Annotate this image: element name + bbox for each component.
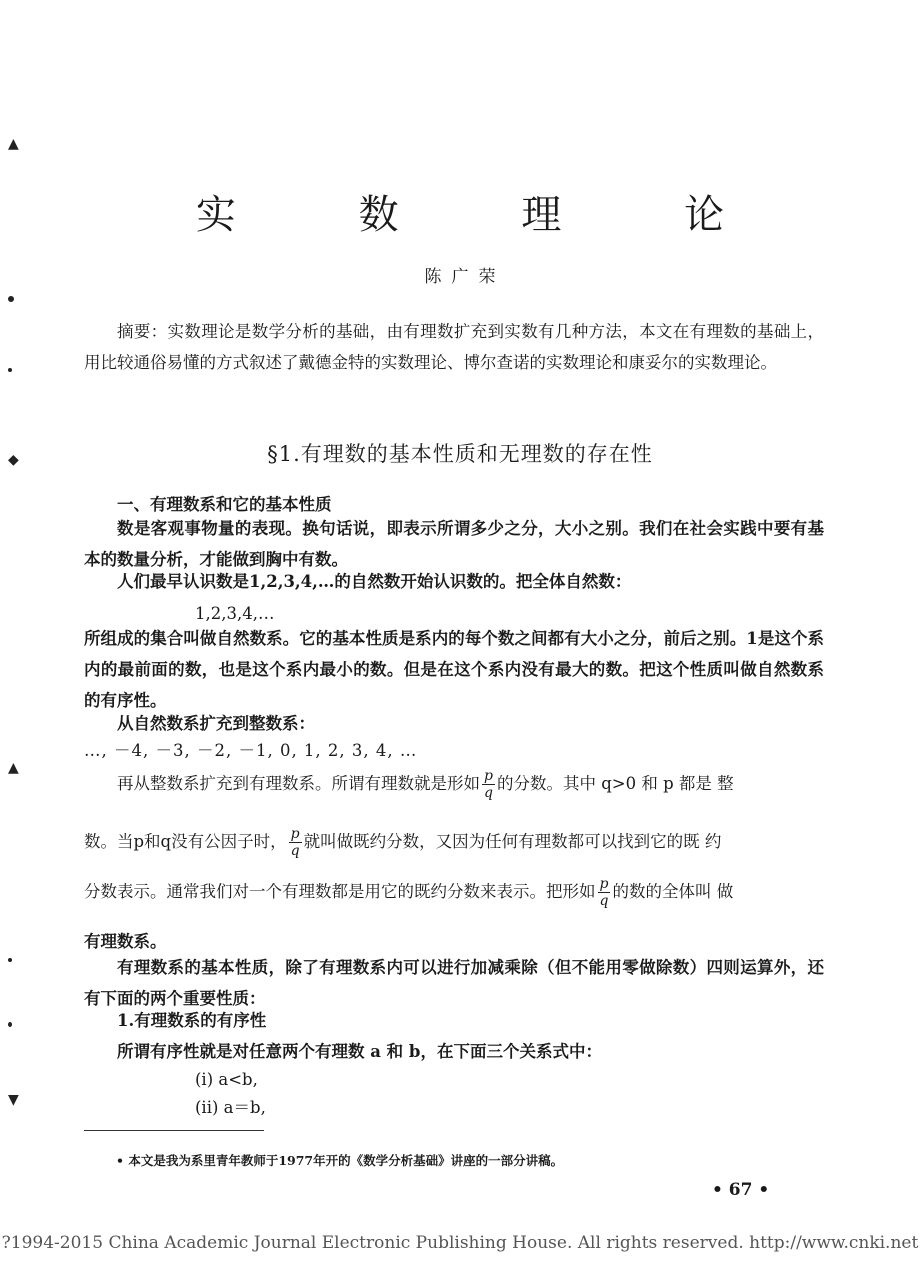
text: 分数表示。通常我们对一个有理数都是用它的既约分数来表示。把形如 bbox=[84, 882, 596, 901]
page-number: • 67 • bbox=[712, 1180, 770, 1200]
relation: (ii) a＝b, bbox=[195, 1098, 266, 1117]
paragraph: 从自然数系扩充到整数系： bbox=[117, 714, 315, 733]
paragraph: 有理数系的基本性质，除了有理数系内可以进行加减乘除（但不能用零做除数）四则运算外，还有下面的两个重要性质： bbox=[84, 958, 824, 1008]
paragraph-line bbox=[84, 826, 721, 859]
fraction-numerator: p bbox=[484, 768, 493, 784]
footnote-divider bbox=[84, 1130, 264, 1131]
paragraph: 所组成的集合叫做自然数系。它的基本性质是系内的每个数之间都有大小之分，前后之别。1是这个系内的最前面的数，也是这个系内最小的数。但是在这个系内没有最大的数。把这个性质叫做自然数系的有序性。 bbox=[84, 629, 824, 710]
page-title: 实 数 理 论 bbox=[195, 192, 780, 238]
paragraph: 数是客观事物量的表现。换句话说，即表示所谓多少之分，大小之别。我们在社会实践中要有基本的数量分析，才能做到胸中有数。 bbox=[84, 519, 824, 569]
subheading: 一、有理数系和它的基本性质 bbox=[117, 495, 332, 514]
fraction bbox=[482, 768, 495, 801]
author: 陈广荣 bbox=[424, 267, 506, 287]
margin-mark bbox=[8, 1022, 12, 1027]
fraction bbox=[598, 876, 611, 909]
margin-mark: ▼ bbox=[8, 1092, 19, 1108]
fraction-numerator: p bbox=[290, 826, 300, 842]
paragraph-line bbox=[84, 876, 733, 909]
fraction bbox=[289, 826, 302, 859]
margin-mark bbox=[8, 368, 12, 372]
paragraph: 所谓有序性就是对任意两个有理数 a 和 b，在下面三个关系式中： bbox=[117, 1042, 602, 1061]
footnote: • 本文是我为系里青年教师于1977年开的《数学分析基础》讲座的一部分讲稿。 bbox=[116, 1153, 564, 1168]
integers: …, －4, －3, －2, －1, 0, 1, 2, 3, 4, … bbox=[84, 741, 418, 760]
text: 就叫做既约分数，又因为任何有理数都可以找到它的既 约 bbox=[303, 832, 722, 851]
margin-mark: ▲ bbox=[8, 136, 19, 152]
fraction-numerator: p bbox=[599, 876, 609, 892]
natural-numbers: 1,2,3,4,… bbox=[195, 604, 275, 623]
text: 再从整数系扩充到有理数系。所谓有理数就是形如 bbox=[117, 774, 480, 793]
margin-mark bbox=[8, 958, 12, 962]
text: 的数的全体叫 做 bbox=[612, 882, 734, 901]
margin-mark: ▲ bbox=[8, 760, 19, 776]
relation: (i) a<b, bbox=[195, 1070, 258, 1089]
paragraph-line bbox=[117, 768, 734, 801]
fraction-denominator: q bbox=[599, 893, 609, 909]
text: 数。当p和q没有公因子时， bbox=[84, 832, 287, 851]
margin-mark bbox=[8, 296, 14, 302]
abstract: 摘要：实数理论是数学分析的基础，由有理数扩充到实数有几种方法，本文在有理数的基础上，用比较通俗易懂的方式叙述了戴德金特的实数理论、博尔查诺的实数理论和康妥尔的实数理论。 bbox=[84, 322, 824, 372]
text: 的分数。其中 q>0 和 p 都是 整 bbox=[496, 774, 734, 793]
paragraph: 有理数系。 bbox=[84, 932, 167, 951]
margin-mark: ◆ bbox=[8, 452, 19, 468]
section-heading: §1.有理数的基本性质和无理数的存在性 bbox=[267, 442, 653, 466]
fraction-denominator: q bbox=[290, 843, 300, 859]
paragraph: 人们最早认识数是1,2,3,4,…的自然数开始认识数的。把全体自然数： bbox=[117, 572, 632, 591]
fraction-denominator: q bbox=[484, 785, 493, 801]
copyright-notice: ?1994-2015 China Academic Journal Electronic Publishing House. All rights reserved. http://www.cnki.net bbox=[1, 1233, 919, 1253]
numbered-heading: 1.有理数系的有序性 bbox=[117, 1011, 267, 1030]
